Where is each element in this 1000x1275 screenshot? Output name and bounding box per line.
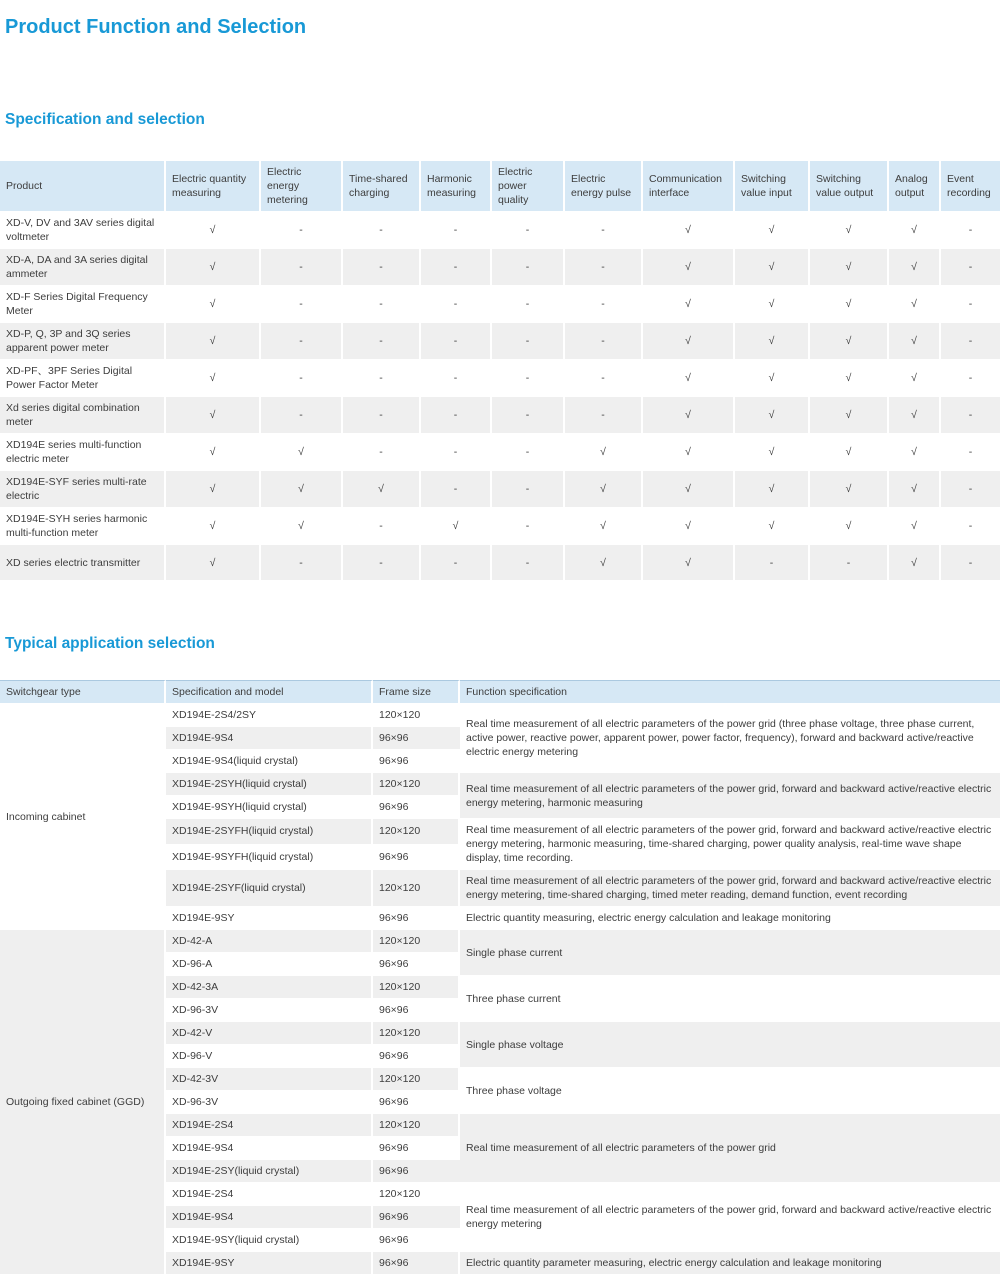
function-spec-cell: Electric quantity parameter measuring, electric energy calculation and leakage monitoring — [460, 1252, 1000, 1275]
feature-value-cell: √ — [421, 508, 492, 545]
model-cell: XD194E-2SY(liquid crystal) — [166, 1160, 373, 1183]
feature-value-cell: √ — [166, 508, 261, 545]
spec-table-row — [0, 249, 1000, 286]
feature-value-cell: √ — [166, 360, 261, 397]
feature-value-cell: √ — [643, 360, 735, 397]
feature-value-cell: √ — [166, 212, 261, 249]
app-column-header: Function specification — [460, 680, 1000, 704]
feature-value-cell: - — [421, 471, 492, 508]
feature-value-cell: - — [492, 434, 565, 471]
app-column-header: Specification and model — [166, 680, 373, 704]
model-cell: XD194E-9SY — [166, 907, 373, 930]
spec-table — [0, 161, 1000, 581]
feature-value-cell: √ — [735, 323, 810, 360]
function-spec-cell: Electric quantity measuring, electric energy calculation and leakage monitoring — [460, 907, 1000, 930]
product-cell: XD-P, Q, 3P and 3Q series apparent power meter — [0, 323, 166, 360]
feature-value-cell: - — [343, 286, 421, 323]
frame-size-cell: 120×120 — [373, 704, 460, 727]
feature-value-cell: - — [343, 360, 421, 397]
feature-value-cell: √ — [735, 397, 810, 434]
model-cell: XD194E-9SYFH(liquid crystal) — [166, 845, 373, 871]
app-column-header: Switchgear type — [0, 680, 166, 704]
feature-value-cell: √ — [889, 323, 941, 360]
feature-value-cell: √ — [166, 434, 261, 471]
product-cell: XD-PF、3PF Series Digital Power Factor Meter — [0, 360, 166, 397]
function-spec-cell: Real time measurement of all electric parameters of the power grid (three phase voltage, three phase current, active power, reactive power, apparent power, power factor, frequency), forward and backward active/reactive electric energy metering — [460, 704, 1000, 773]
model-cell: XD-96-3V — [166, 1091, 373, 1114]
feature-value-cell: - — [343, 249, 421, 286]
feature-value-cell: √ — [735, 434, 810, 471]
feature-value-cell: - — [565, 397, 643, 434]
spec-table-row — [0, 212, 1000, 249]
function-spec-cell: Single phase current — [460, 930, 1000, 976]
feature-value-cell: - — [421, 397, 492, 434]
feature-value-cell: - — [492, 286, 565, 323]
feature-value-cell: √ — [166, 545, 261, 581]
model-cell: XD-42-3V — [166, 1068, 373, 1091]
product-cell: XD series electric transmitter — [0, 545, 166, 581]
feature-value-cell: √ — [810, 286, 889, 323]
feature-value-cell: - — [565, 323, 643, 360]
app-section-title: Typical application selection — [5, 635, 215, 652]
feature-value-cell: - — [343, 397, 421, 434]
function-spec-cell: Three phase voltage — [460, 1068, 1000, 1114]
feature-value-cell: - — [941, 545, 1000, 581]
model-cell: XD194E-9S4(liquid crystal) — [166, 750, 373, 773]
frame-size-cell: 120×120 — [373, 819, 460, 845]
frame-size-cell: 120×120 — [373, 870, 460, 907]
frame-size-cell: 120×120 — [373, 1022, 460, 1045]
feature-value-cell: √ — [643, 323, 735, 360]
feature-value-cell: √ — [735, 508, 810, 545]
model-cell: XD194E-9SYH(liquid crystal) — [166, 796, 373, 819]
feature-value-cell: √ — [889, 286, 941, 323]
feature-value-cell: - — [492, 249, 565, 286]
feature-value-cell: - — [261, 397, 343, 434]
feature-value-cell: √ — [565, 471, 643, 508]
feature-value-cell: - — [261, 360, 343, 397]
feature-value-cell: - — [941, 508, 1000, 545]
feature-value-cell: √ — [565, 508, 643, 545]
spec-table-row — [0, 545, 1000, 581]
feature-value-cell: √ — [810, 212, 889, 249]
feature-value-cell: - — [421, 212, 492, 249]
app-header-row — [0, 680, 1000, 704]
feature-value-cell: √ — [889, 249, 941, 286]
feature-value-cell: - — [941, 286, 1000, 323]
feature-value-cell: - — [492, 397, 565, 434]
feature-value-cell: - — [735, 545, 810, 581]
frame-size-cell: 120×120 — [373, 1114, 460, 1137]
app-table-header — [0, 680, 1000, 704]
feature-value-cell: - — [261, 286, 343, 323]
function-spec-cell: Real time measurement of all electric parameters of the power grid, forward and backward active/reactive electric energy metering, harmonic measuring — [460, 773, 1000, 819]
frame-size-cell: 120×120 — [373, 1183, 460, 1206]
frame-size-cell: 120×120 — [373, 930, 460, 953]
feature-value-cell: √ — [643, 434, 735, 471]
feature-value-cell: √ — [810, 508, 889, 545]
feature-value-cell: √ — [889, 360, 941, 397]
feature-value-cell: - — [492, 323, 565, 360]
feature-value-cell: - — [565, 212, 643, 249]
feature-value-cell: √ — [889, 212, 941, 249]
feature-value-cell: √ — [810, 249, 889, 286]
feature-value-cell: - — [492, 471, 565, 508]
product-cell: Xd series digital combination meter — [0, 397, 166, 434]
frame-size-cell: 96×96 — [373, 1229, 460, 1252]
spec-column-header: Switching value input — [735, 161, 810, 212]
function-spec-cell: Real time measurement of all electric parameters of the power grid, forward and backward active/reactive electric energy metering — [460, 1183, 1000, 1252]
function-spec-cell: Single phase voltage — [460, 1022, 1000, 1068]
feature-value-cell: - — [492, 212, 565, 249]
model-cell: XD194E-9S4 — [166, 1137, 373, 1160]
feature-value-cell: - — [261, 249, 343, 286]
frame-size-cell: 96×96 — [373, 1091, 460, 1114]
feature-value-cell: - — [421, 249, 492, 286]
frame-size-cell: 96×96 — [373, 1206, 460, 1229]
feature-value-cell: - — [421, 360, 492, 397]
model-cell: XD194E-2S4/2SY — [166, 704, 373, 727]
feature-value-cell: - — [343, 323, 421, 360]
feature-value-cell: √ — [735, 360, 810, 397]
spec-table-row — [0, 397, 1000, 434]
feature-value-cell: - — [941, 323, 1000, 360]
spec-table-body — [0, 212, 1000, 581]
feature-value-cell: √ — [166, 397, 261, 434]
feature-value-cell: √ — [261, 508, 343, 545]
feature-value-cell: √ — [643, 249, 735, 286]
frame-size-cell: 120×120 — [373, 1068, 460, 1091]
feature-value-cell: √ — [643, 471, 735, 508]
feature-value-cell: - — [810, 545, 889, 581]
spec-table-header — [0, 161, 1000, 212]
model-cell: XD-42-V — [166, 1022, 373, 1045]
feature-value-cell: √ — [643, 508, 735, 545]
frame-size-cell: 96×96 — [373, 1160, 460, 1183]
feature-value-cell: - — [421, 323, 492, 360]
spec-column-header: Electric energy metering — [261, 161, 343, 212]
feature-value-cell: - — [343, 434, 421, 471]
feature-value-cell: √ — [643, 286, 735, 323]
frame-size-cell: 96×96 — [373, 907, 460, 930]
spec-header-row — [0, 161, 1000, 212]
model-cell: XD194E-9S4 — [166, 1206, 373, 1229]
model-cell: XD-96-V — [166, 1045, 373, 1068]
feature-value-cell: √ — [565, 434, 643, 471]
product-cell: XD-A, DA and 3A series digital ammeter — [0, 249, 166, 286]
feature-value-cell: √ — [810, 323, 889, 360]
function-spec-cell: Real time measurement of all electric parameters of the power grid, forward and backward active/reactive electric energy metering, harmonic measuring, time-shared charging, power quality analysis, real-time wave shape display, time recording. — [460, 819, 1000, 870]
spec-column-header: Event recording — [941, 161, 1000, 212]
feature-value-cell: - — [492, 508, 565, 545]
page — [0, 16, 1000, 1275]
model-cell: XD194E-2SYFH(liquid crystal) — [166, 819, 373, 845]
spec-column-header: Switching value output — [810, 161, 889, 212]
feature-value-cell: - — [565, 249, 643, 286]
frame-size-cell: 96×96 — [373, 999, 460, 1022]
app-column-header: Frame size — [373, 680, 460, 704]
function-spec-cell: Real time measurement of all electric parameters of the power grid, forward and backward active/reactive electric energy metering, time-shared charging, timed meter reading, demand function, event recording — [460, 870, 1000, 907]
feature-value-cell: √ — [889, 508, 941, 545]
feature-value-cell: - — [941, 471, 1000, 508]
feature-value-cell: - — [421, 286, 492, 323]
feature-value-cell: √ — [810, 434, 889, 471]
product-cell: XD194E-SYH series harmonic multi-function meter — [0, 508, 166, 545]
frame-size-cell: 120×120 — [373, 773, 460, 796]
product-cell: XD-V, DV and 3AV series digital voltmeter — [0, 212, 166, 249]
spec-column-header: Harmonic measuring — [421, 161, 492, 212]
feature-value-cell: - — [941, 249, 1000, 286]
app-table-row — [0, 930, 1000, 953]
frame-size-cell: 96×96 — [373, 845, 460, 871]
switchgear-type-cell: Incoming cabinet — [0, 704, 166, 930]
function-spec-cell: Real time measurement of all electric parameters of the power grid — [460, 1114, 1000, 1183]
feature-value-cell: - — [261, 323, 343, 360]
feature-value-cell: - — [343, 545, 421, 581]
feature-value-cell: - — [565, 360, 643, 397]
feature-value-cell: √ — [166, 471, 261, 508]
feature-value-cell: √ — [889, 434, 941, 471]
model-cell: XD-96-3V — [166, 999, 373, 1022]
feature-value-cell: √ — [735, 212, 810, 249]
feature-value-cell: √ — [735, 249, 810, 286]
model-cell: XD-42-3A — [166, 976, 373, 999]
app-table-row — [0, 704, 1000, 727]
spec-table-row — [0, 323, 1000, 360]
spec-table-row — [0, 471, 1000, 508]
frame-size-cell: 96×96 — [373, 796, 460, 819]
feature-value-cell: √ — [166, 249, 261, 286]
feature-value-cell: - — [941, 212, 1000, 249]
spec-section-title: Specification and selection — [5, 111, 205, 128]
feature-value-cell: √ — [166, 286, 261, 323]
feature-value-cell: - — [261, 212, 343, 249]
model-cell: XD194E-2SYH(liquid crystal) — [166, 773, 373, 796]
frame-size-cell: 96×96 — [373, 1252, 460, 1275]
app-table — [0, 680, 1000, 1275]
spec-table-row — [0, 434, 1000, 471]
feature-value-cell: √ — [810, 397, 889, 434]
feature-value-cell: √ — [735, 286, 810, 323]
feature-value-cell: √ — [565, 545, 643, 581]
model-cell: XD194E-2S4 — [166, 1183, 373, 1206]
model-cell: XD-96-A — [166, 953, 373, 976]
feature-value-cell: √ — [889, 545, 941, 581]
feature-value-cell: - — [492, 545, 565, 581]
feature-value-cell: - — [941, 434, 1000, 471]
frame-size-cell: 96×96 — [373, 953, 460, 976]
feature-value-cell: √ — [643, 397, 735, 434]
feature-value-cell: - — [941, 360, 1000, 397]
app-table-body — [0, 704, 1000, 1275]
model-cell: XD194E-9SY — [166, 1252, 373, 1275]
feature-value-cell: √ — [261, 434, 343, 471]
feature-value-cell: √ — [735, 471, 810, 508]
frame-size-cell: 96×96 — [373, 1137, 460, 1160]
model-cell: XD194E-9S4 — [166, 727, 373, 750]
feature-value-cell: - — [421, 434, 492, 471]
model-cell: XD-42-A — [166, 930, 373, 953]
spec-column-header: Communication interface — [643, 161, 735, 212]
spec-column-header: Product — [0, 161, 166, 212]
feature-value-cell: - — [941, 397, 1000, 434]
feature-value-cell: - — [343, 508, 421, 545]
feature-value-cell: - — [261, 545, 343, 581]
feature-value-cell: - — [565, 286, 643, 323]
feature-value-cell: √ — [343, 471, 421, 508]
frame-size-cell: 120×120 — [373, 976, 460, 999]
switchgear-type-cell: Outgoing fixed cabinet (GGD) — [0, 930, 166, 1275]
spec-column-header: Electric power quality — [492, 161, 565, 212]
feature-value-cell: √ — [166, 323, 261, 360]
feature-value-cell: - — [492, 360, 565, 397]
page-title: Product Function and Selection — [5, 16, 307, 38]
model-cell: XD194E-2SYF(liquid crystal) — [166, 870, 373, 907]
spec-table-row — [0, 508, 1000, 545]
feature-value-cell: √ — [261, 471, 343, 508]
feature-value-cell: - — [343, 212, 421, 249]
product-cell: XD194E series multi-function electric meter — [0, 434, 166, 471]
feature-value-cell: - — [421, 545, 492, 581]
frame-size-cell: 96×96 — [373, 1045, 460, 1068]
function-spec-cell: Three phase current — [460, 976, 1000, 1022]
frame-size-cell: 96×96 — [373, 727, 460, 750]
spec-column-header: Electric energy pulse — [565, 161, 643, 212]
feature-value-cell: √ — [889, 471, 941, 508]
model-cell: XD194E-2S4 — [166, 1114, 373, 1137]
feature-value-cell: √ — [810, 360, 889, 397]
spec-table-row — [0, 360, 1000, 397]
spec-table-row — [0, 286, 1000, 323]
feature-value-cell: √ — [643, 545, 735, 581]
frame-size-cell: 96×96 — [373, 750, 460, 773]
feature-value-cell: √ — [889, 397, 941, 434]
model-cell: XD194E-9SY(liquid crystal) — [166, 1229, 373, 1252]
product-cell: XD194E-SYF series multi-rate electric — [0, 471, 166, 508]
product-cell: XD-F Series Digital Frequency Meter — [0, 286, 166, 323]
spec-column-header: Analog output — [889, 161, 941, 212]
spec-column-header: Electric quantity measuring — [166, 161, 261, 212]
feature-value-cell: √ — [643, 212, 735, 249]
spec-column-header: Time-shared charging — [343, 161, 421, 212]
feature-value-cell: √ — [810, 471, 889, 508]
